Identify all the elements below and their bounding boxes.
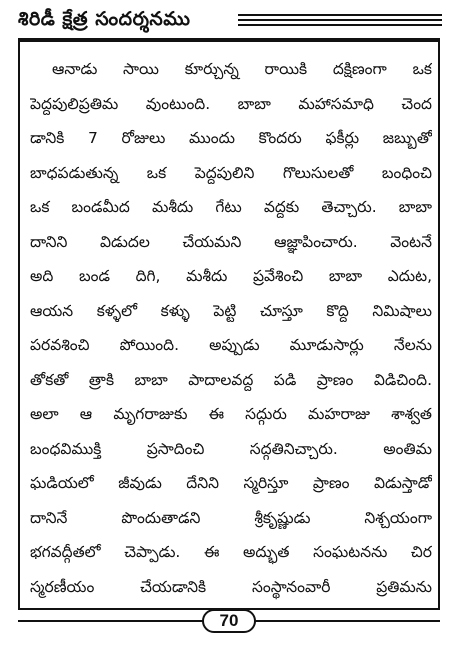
text-line: ఆయన కళ్ళలో కళ్ళు పెట్టి చూస్తూ కొద్ది నిమిషాలు [30, 301, 432, 320]
text-line: దానిని విడుదల చేయమని ఆజ్ఞాపించారు. వెంటనే [30, 232, 432, 251]
text-line: స్మరణీయం చేయడానికి సంస్థానంవారీ ప్రతిమను [30, 577, 432, 596]
text-line: తోకతో త్రాకి బాబా పాదాలవద్ద పడి ప్రాణం విడిచింది. [30, 370, 432, 389]
text-line: అది బండ దిగి, మశీదు ప్రవేశించి బాబా ఎదుట, [30, 267, 432, 285]
frame-top-border [18, 38, 440, 42]
text-line: ఒక బండమీద మశీదు గేటు వద్దకు తెచ్చారు. బాబా [30, 198, 432, 216]
text-line: భగవద్గీతలో చెప్పాడు. ఈ అద్భుత సంఘటనను చిర [30, 543, 432, 561]
text-line: డానికి 7 రోజులు ముందు కొందరు ఫకీర్లు జబ్బుతో [30, 129, 432, 147]
text-line: పెద్దపులిప్రతిమ వుంటుంది. బాబా మహాసమాధి చెంద [30, 94, 432, 113]
book-title: శిరిడీ క్షేత్ర సందర్శనము [18, 8, 191, 30]
text-line: ఆనాడు సాయి కూర్చున్న రాయికి దక్షిణంగా ఒక [52, 60, 432, 78]
page-number: 70 [202, 609, 256, 633]
header-rule-1 [238, 14, 442, 16]
header-rule-2 [238, 19, 442, 21]
text-line: అలా ఆ మృగరాజుకు ఈ సద్గురు మహరాజు శాశ్వత [30, 405, 432, 423]
text-line: పరవశించి పోయింది. అప్పుడు మూడుసార్లు నేలను [30, 336, 432, 354]
text-line: ఘడియలో జీవుడు దేనిని స్మరిస్తూ ప్రాణం విడుస్తాడో [30, 474, 432, 492]
header-rule-3 [238, 24, 442, 26]
text-line: బాధపడుతున్న ఒక పెద్దపులిని గొలుసులతో బంధించి [30, 163, 432, 182]
text-line: బంధవిముక్తి ప్రసాదించి సద్గతినిచ్చారు. అంతిమ [30, 439, 432, 458]
body-text [30, 52, 432, 604]
text-line: దానినే పొందుతాడని శ్రీకృష్ణుడు నిశ్చయంగా [30, 508, 432, 527]
